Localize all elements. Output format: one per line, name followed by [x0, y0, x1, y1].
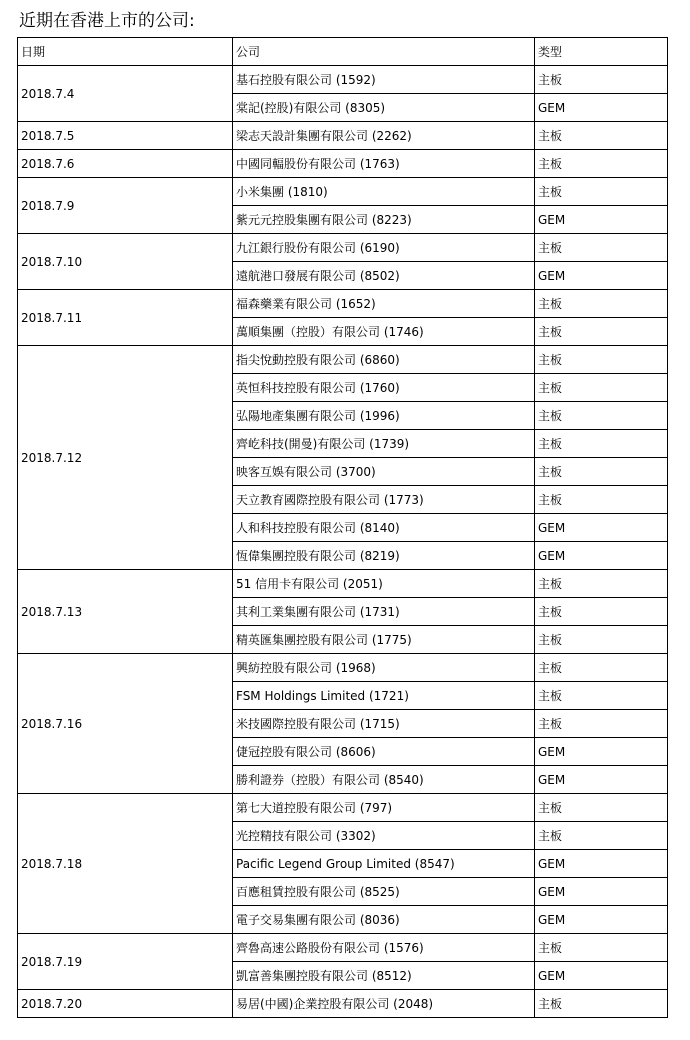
listing-date: 2018.7.18 [18, 794, 233, 934]
company-name: 米技國際控股有限公司 (1715) [233, 710, 535, 738]
company-name: 光控精技有限公司 (3302) [233, 822, 535, 850]
company-name: 棠記(控股)有限公司 (8305) [233, 94, 535, 122]
page-title: 近期在香港上市的公司: [19, 11, 195, 31]
board-type: 主板 [535, 990, 668, 1018]
listing-date: 2018.7.6 [18, 150, 233, 178]
table-row [18, 654, 668, 682]
board-type: GEM [535, 850, 668, 878]
table-row [18, 234, 668, 262]
board-type: GEM [535, 962, 668, 990]
listing-date: 2018.7.5 [18, 122, 233, 150]
company-name: 英恒科技控股有限公司 (1760) [233, 374, 535, 402]
board-type: 主板 [535, 234, 668, 262]
company-name: 齊屹科技(開曼)有限公司 (1739) [233, 430, 535, 458]
board-type: 主板 [535, 794, 668, 822]
board-type: 主板 [535, 430, 668, 458]
company-name: 九江銀行股份有限公司 (6190) [233, 234, 535, 262]
company-name: Pacific Legend Group Limited (8547) [233, 850, 535, 878]
listing-date: 2018.7.13 [18, 570, 233, 654]
board-type: GEM [535, 542, 668, 570]
board-type: GEM [535, 206, 668, 234]
company-name: FSM Holdings Limited (1721) [233, 682, 535, 710]
board-type: GEM [535, 906, 668, 934]
company-name: 51 信用卡有限公司 (2051) [233, 570, 535, 598]
company-name: 小米集團 (1810) [233, 178, 535, 206]
board-type: 主板 [535, 122, 668, 150]
listing-date: 2018.7.4 [18, 66, 233, 122]
table-row [18, 934, 668, 962]
board-type: 主板 [535, 626, 668, 654]
listing-date: 2018.7.19 [18, 934, 233, 990]
board-type: 主板 [535, 934, 668, 962]
company-name: 凱富善集團控股有限公司 (8512) [233, 962, 535, 990]
table-row [18, 290, 668, 318]
table-row [18, 990, 668, 1018]
company-name: 齊魯高速公路股份有限公司 (1576) [233, 934, 535, 962]
company-name: 第七大道控股有限公司 (797) [233, 794, 535, 822]
listing-date: 2018.7.20 [18, 990, 233, 1018]
listing-date: 2018.7.9 [18, 178, 233, 234]
table-row [18, 150, 668, 178]
board-type: 主板 [535, 598, 668, 626]
company-name: 福森藥業有限公司 (1652) [233, 290, 535, 318]
company-name: 其利工業集團有限公司 (1731) [233, 598, 535, 626]
board-type: 主板 [535, 822, 668, 850]
listings-table [17, 37, 668, 1018]
table-row [18, 570, 668, 598]
board-type: GEM [535, 94, 668, 122]
company-name: 恆偉集團控股有限公司 (8219) [233, 542, 535, 570]
header-company: 公司 [233, 38, 535, 66]
company-name: 中國同輻股份有限公司 (1763) [233, 150, 535, 178]
listing-date: 2018.7.12 [18, 346, 233, 570]
board-type: GEM [535, 514, 668, 542]
table-row [18, 178, 668, 206]
header-type: 类型 [535, 38, 668, 66]
board-type: GEM [535, 878, 668, 906]
company-name: 倢冠控股有限公司 (8606) [233, 738, 535, 766]
board-type: 主板 [535, 374, 668, 402]
company-name: 天立教育國際控股有限公司 (1773) [233, 486, 535, 514]
board-type: 主板 [535, 66, 668, 94]
listing-date: 2018.7.16 [18, 654, 233, 794]
company-name: 基石控股有限公司 (1592) [233, 66, 535, 94]
company-name: 映客互娛有限公司 (3700) [233, 458, 535, 486]
company-name: 勝利證券（控股）有限公司 (8540) [233, 766, 535, 794]
company-name: 人和科技控股有限公司 (8140) [233, 514, 535, 542]
company-name: 萬順集團（控股）有限公司 (1746) [233, 318, 535, 346]
board-type: 主板 [535, 346, 668, 374]
board-type: 主板 [535, 654, 668, 682]
board-type: GEM [535, 262, 668, 290]
company-name: 梁志天設計集團有限公司 (2262) [233, 122, 535, 150]
board-type: GEM [535, 766, 668, 794]
company-name: 遠航港口發展有限公司 (8502) [233, 262, 535, 290]
company-name: 精英匯集團控股有限公司 (1775) [233, 626, 535, 654]
board-type: 主板 [535, 150, 668, 178]
company-name: 電子交易集團有限公司 (8036) [233, 906, 535, 934]
table-row [18, 122, 668, 150]
company-name: 百應租賃控股有限公司 (8525) [233, 878, 535, 906]
listings-body [18, 66, 668, 1018]
company-name: 弘陽地產集團有限公司 (1996) [233, 402, 535, 430]
board-type: 主板 [535, 710, 668, 738]
board-type: 主板 [535, 402, 668, 430]
company-name: 指尖悅動控股有限公司 (6860) [233, 346, 535, 374]
company-name: 易居(中國)企業控股有限公司 (2048) [233, 990, 535, 1018]
board-type: 主板 [535, 682, 668, 710]
board-type: 主板 [535, 458, 668, 486]
company-name: 紫元元控股集團有限公司 (8223) [233, 206, 535, 234]
board-type: 主板 [535, 178, 668, 206]
table-row [18, 794, 668, 822]
listing-date: 2018.7.11 [18, 290, 233, 346]
header-row [18, 38, 668, 66]
listing-date: 2018.7.10 [18, 234, 233, 290]
board-type: 主板 [535, 290, 668, 318]
board-type: 主板 [535, 570, 668, 598]
table-row [18, 66, 668, 94]
table-row [18, 346, 668, 374]
board-type: 主板 [535, 486, 668, 514]
board-type: 主板 [535, 318, 668, 346]
company-name: 興紡控股有限公司 (1968) [233, 654, 535, 682]
board-type: GEM [535, 738, 668, 766]
header-date: 日期 [18, 38, 233, 66]
